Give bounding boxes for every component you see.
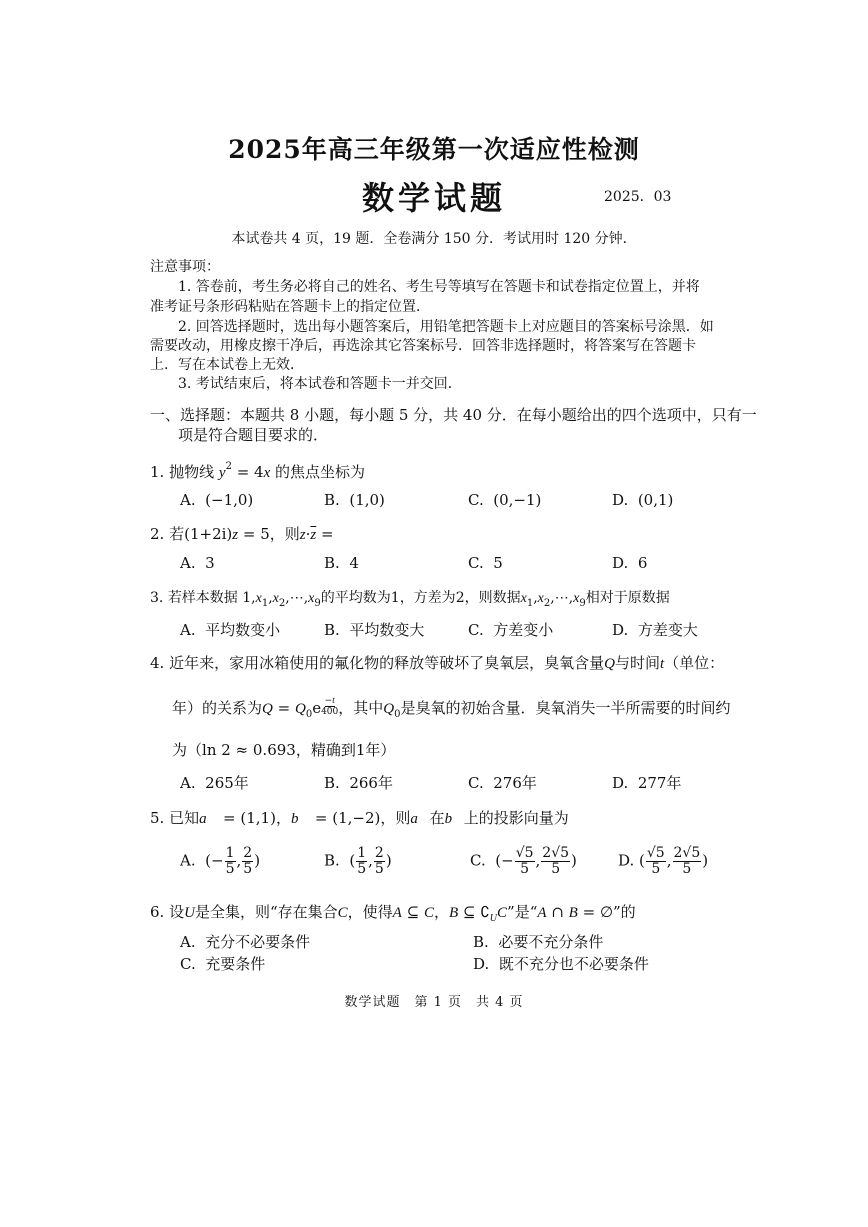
question-5: 5. 已知a⃗ = (1,1)，b⃗ = (1,−2)，则a⃗在b⃗上的投影向量为 xyxy=(150,809,569,827)
notes-line: 1. 答卷前，考生务必将自己的姓名、考生号等填写在答题卡和试卷指定位置上，并将 xyxy=(178,279,700,295)
option-c[interactable]: C. (− $\frac{√5}{5}$ , $\frac{2√5}{5}$ ) xyxy=(470,845,577,877)
option-a[interactable]: A. 充分不必要条件 xyxy=(180,933,311,951)
option-d[interactable]: D. 6 xyxy=(612,554,648,572)
notes-line: 2. 回答选择题时，选出每小题答案后，用铅笔把答题卡上对应题目的答案标号涂黑．如 xyxy=(178,319,714,335)
question-4: 4. 近年来，家用冰箱使用的氟化物的释放等破坏了臭氧层，臭氧含量Q与时间t（单位： xyxy=(150,654,725,672)
question-3: 3. 若样本数据 $1,x_1,x_2,\cdots,x_9$的平均数为1，方差为2，则数据$x_1,x_2,\cdots,x_9$相对于原数据 xyxy=(150,590,670,609)
exam-title: 2025年高三年级第一次适应性检测 xyxy=(228,135,640,164)
question-4-formula-line: 年）的关系为$Q = Q_0e$ $\frac{-t}{400}$ ，其中$Q_0$是臭氧的初始含量．臭氧消失一半所需要的时间约 xyxy=(172,695,731,720)
notes-line: 上．写在本试卷上无效． xyxy=(150,357,304,373)
option-a[interactable]: A. 3 xyxy=(180,554,215,572)
option-c[interactable]: C. 276年 xyxy=(468,774,537,792)
question-4-hint: 为（ln 2 ≈ 0.693，精确到1年） xyxy=(172,741,396,759)
option-b[interactable]: B. ( $\frac{1}{5}$ , $\frac{2}{5}$ ) xyxy=(324,845,392,877)
option-a[interactable]: A. (− $\frac{1}{5}$ , $\frac{2}{5}$ ) xyxy=(180,845,261,877)
option-b[interactable]: B. 266年 xyxy=(324,774,393,792)
subject-title: 数学试题 xyxy=(361,179,506,217)
option-d[interactable]: D. ( $\frac{√5}{5}$ , $\frac{2√5}{5}$ ) xyxy=(618,845,709,877)
option-c[interactable]: C. 方差变小 xyxy=(468,621,554,639)
option-c[interactable]: C. 5 xyxy=(468,554,503,572)
notes-line: 3. 考试结束后，将本试卷和答题卡一并交回． xyxy=(178,376,462,392)
option-d[interactable]: D. 方差变大 xyxy=(612,621,698,639)
option-b[interactable]: B. 必要不充分条件 xyxy=(473,933,604,951)
question-1: 1. 抛物线 $y^2 = 4x$ 的焦点坐标为 xyxy=(150,461,366,481)
notes-heading: 注意事项： xyxy=(150,259,220,275)
option-b[interactable]: B. (1,0) xyxy=(324,491,385,509)
question-2: 2. 若(1+2i)z = 5，则$z\cdot\overline{z}$ = xyxy=(150,525,334,543)
section-heading-cont: 项是符合题目要求的． xyxy=(178,426,329,444)
option-d[interactable]: D. 277年 xyxy=(612,774,682,792)
notes-line: 准考证号条形码粘贴在答题卡上的指定位置． xyxy=(150,299,430,315)
exam-date: 2025．03 xyxy=(604,189,672,205)
option-d[interactable]: D. (0,1) xyxy=(612,491,674,509)
question-6: 6. 设U是全集，则“存在集合C，使得A ⊆ C，B ⊆ $∁_UC$”是“A ∩ B = ∅”的 xyxy=(150,903,636,924)
option-d[interactable]: D. 既不充分也不必要条件 xyxy=(473,955,649,973)
exam-info: 本试卷共 4 页，19 题．全卷满分 150 分．考试用时 120 分钟． xyxy=(231,231,637,247)
page-footer: 数学试题 第 1 页 共 4 页 xyxy=(344,995,524,1010)
option-a[interactable]: A. (−1,0) xyxy=(180,491,254,509)
notes-line: 需要改动，用橡皮擦干净后，再选涂其它答案标号．回答非选择题时，将答案写在答题卡 xyxy=(150,338,696,354)
option-b[interactable]: B. 平均数变大 xyxy=(324,621,425,639)
option-b[interactable]: B. 4 xyxy=(324,554,359,572)
option-c[interactable]: C. (0,−1) xyxy=(468,491,542,509)
option-a[interactable]: A. 265年 xyxy=(180,774,249,792)
option-a[interactable]: A. 平均数变小 xyxy=(180,621,281,639)
section-heading: 一、选择题：本题共 8 小题，每小题 5 分，共 40 分．在每小题给出的四个选项中，只有一 xyxy=(150,406,757,424)
option-c[interactable]: C. 充要条件 xyxy=(180,955,266,973)
